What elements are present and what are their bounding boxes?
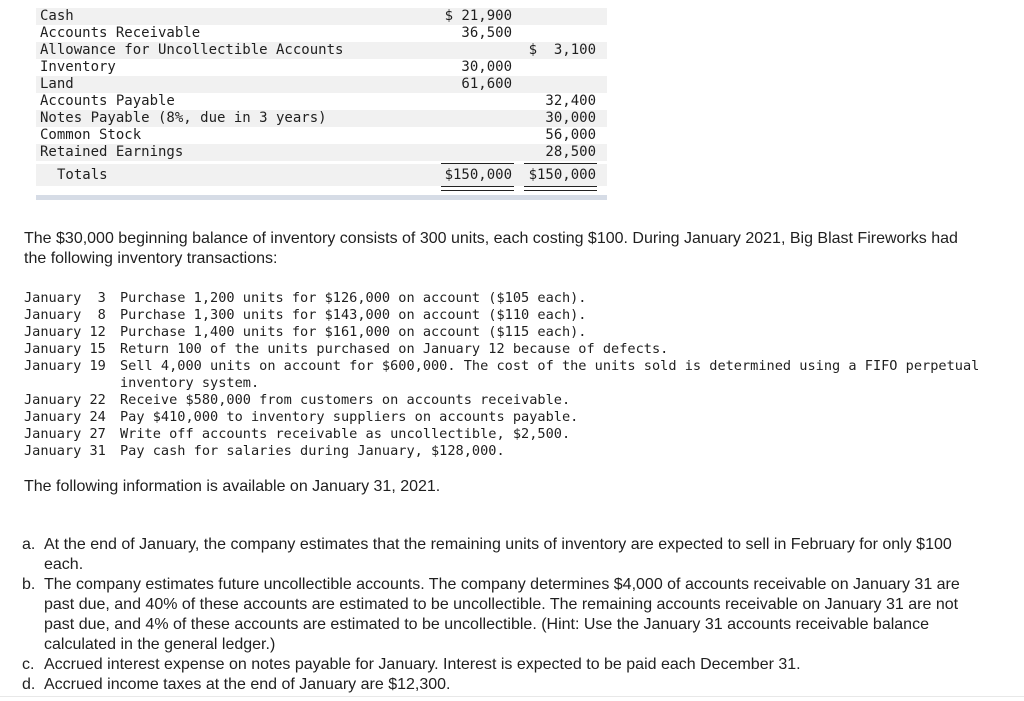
viewport-divider (0, 696, 1024, 697)
transaction-row (24, 341, 669, 358)
transaction-row (24, 409, 579, 426)
tb-account: Notes Payable (8%, due in 3 years) (40, 110, 327, 126)
transaction-row (24, 426, 571, 443)
transaction-date: January 24 (24, 409, 106, 425)
adjustment-text: Accrued interest expense on notes payable for January. Interest is expected to be paid each December 31. (44, 656, 801, 673)
adjustments-list (22, 535, 982, 695)
adjustment-text: Accrued income taxes at the end of January are $12,300. (44, 676, 451, 693)
tb-row-accounts-receivable (36, 25, 607, 42)
adjustment-text: At the end of January, the company estimates that the remaining units of inventory are expected to sell in February for only $100 each. (44, 536, 952, 573)
tb-account: Cash (40, 8, 74, 24)
transaction-row (24, 324, 587, 341)
tb-row-cash (36, 8, 607, 25)
debit-subtotal-rule (441, 163, 514, 164)
tb-totals-debit: $150,000 (444, 167, 512, 183)
adjustment-marker: b. (22, 576, 36, 593)
transaction-date: January 8 (24, 307, 106, 323)
transaction-date: January 12 (24, 324, 106, 340)
adjustment-item (22, 575, 982, 655)
credit-total-double-rule (524, 186, 597, 191)
transaction-row (24, 307, 587, 324)
transaction-description: Return 100 of the units purchased on January 12 because of defects. (120, 341, 669, 357)
tb-account: Land (40, 76, 74, 92)
adjustment-marker: c. (22, 656, 35, 673)
following-info-text: The following information is available on January 31, 2021. (24, 478, 441, 495)
adjustment-text: The company estimates future uncollectible accounts. The company determines $4,000 of accounts receivable on January 31 are past due, and 40% of these accounts are estimated to be uncollectible. The remaining accounts receivable on January 31 are not past due, and 4% of these accounts are estimated to be uncollectible. (Hint: Use the January 31 accounts receivable balance calculated in the general ledger.) (44, 576, 960, 653)
tb-credit: $ 3,100 (528, 42, 596, 58)
tb-row-land (36, 76, 607, 93)
transaction-date: January 3 (24, 290, 106, 306)
transaction-description: Receive $580,000 from customers on accounts receivable. (120, 392, 571, 408)
transaction-date: January 19 (24, 358, 106, 374)
tb-row-allowance (36, 42, 607, 59)
transaction-row (24, 358, 980, 392)
tb-row-common-stock (36, 127, 607, 144)
tb-account: Accounts Payable (40, 93, 175, 109)
transaction-date: January 31 (24, 443, 106, 459)
tb-totals-credit: $150,000 (528, 167, 596, 183)
tb-account: Retained Earnings (40, 144, 184, 160)
tb-credit: 28,500 (545, 144, 596, 160)
tb-row-retained-earnings (36, 144, 607, 161)
transaction-description: Pay cash for salaries during January, $128,000. (120, 443, 505, 459)
tb-debit: 36,500 (461, 25, 512, 41)
transaction-row (24, 443, 505, 460)
credit-subtotal-rule (524, 163, 597, 164)
transaction-description: Sell 4,000 units on account for $600,000. The cost of the units sold is determined using a FIFO perpetual inventory system. (120, 358, 980, 391)
transaction-row (24, 392, 571, 409)
transaction-date: January 27 (24, 426, 106, 442)
adjustment-item (22, 675, 982, 695)
transactions-list (24, 290, 980, 460)
tb-account: Allowance for Uncollectible Accounts (40, 42, 344, 58)
tb-totals-label: Totals (57, 167, 108, 183)
adjustment-marker: d. (22, 676, 36, 693)
table-bottom-border (36, 195, 607, 200)
trial-balance-table (36, 8, 607, 186)
transaction-date: January 22 (24, 392, 106, 408)
intro-paragraph: The $30,000 beginning balance of inventory consists of 300 units, each costing $100. During January 2021, Big Blast Fireworks had the following inventory transactions: (24, 230, 958, 267)
adjustment-marker: a. (22, 536, 36, 553)
transaction-description: Purchase 1,400 units for $161,000 on account ($115 each). (120, 324, 587, 340)
debit-total-double-rule (441, 186, 514, 191)
tb-credit: 56,000 (545, 127, 596, 143)
transaction-description: Write off accounts receivable as uncollectible, $2,500. (120, 426, 571, 442)
tb-debit: 30,000 (461, 59, 512, 75)
tb-totals-row (36, 164, 607, 186)
transaction-row (24, 290, 587, 307)
tb-account: Inventory (40, 59, 116, 75)
tb-credit: 32,400 (545, 93, 596, 109)
tb-account: Accounts Receivable (40, 25, 201, 41)
transaction-date: January 15 (24, 341, 106, 357)
adjustment-item (22, 655, 982, 675)
transaction-description: Pay $410,000 to inventory suppliers on accounts payable. (120, 409, 579, 425)
tb-account: Common Stock (40, 127, 142, 143)
tb-debit: $ 21,900 (444, 8, 512, 24)
tb-row-accounts-payable (36, 93, 607, 110)
adjustment-item (22, 535, 982, 575)
tb-row-inventory (36, 59, 607, 76)
tb-debit: 61,600 (461, 76, 512, 92)
tb-credit: 30,000 (545, 110, 596, 126)
tb-row-notes-payable (36, 110, 607, 127)
transaction-description: Purchase 1,300 units for $143,000 on account ($110 each). (120, 307, 587, 323)
transaction-description: Purchase 1,200 units for $126,000 on account ($105 each). (120, 290, 587, 306)
